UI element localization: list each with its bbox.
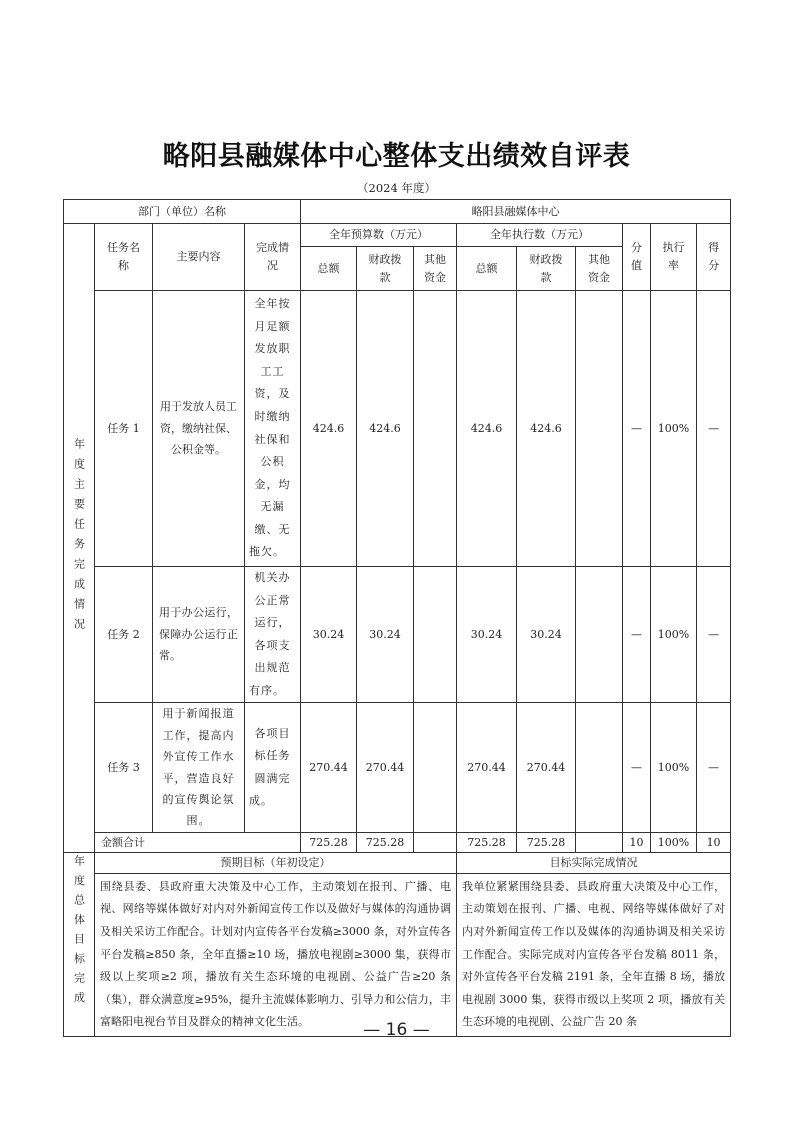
header-exec-group: 全年执行数（万元）	[457, 224, 623, 247]
dept-value: 略阳县融媒体中心	[301, 200, 731, 224]
total-row	[64, 832, 731, 852]
exec-fiscal: 270.44	[517, 703, 576, 833]
exec-other	[576, 291, 623, 567]
header-main-content: 主要内容	[153, 224, 245, 291]
header-exec-fiscal: 财政拨款	[517, 247, 576, 291]
performance-table	[63, 199, 731, 1037]
header-row-1	[64, 224, 731, 247]
budget-other	[414, 291, 457, 567]
task-row	[64, 567, 731, 703]
header-exec-other: 其他资金	[576, 247, 623, 291]
task-content: 用于办公运行，保障办公运行正常。	[153, 567, 245, 703]
score-value: —	[623, 703, 651, 833]
exec-fiscal: 30.24	[517, 567, 576, 703]
total-exec-total: 725.28	[457, 832, 517, 852]
total-label: 金额合计	[95, 832, 301, 852]
header-budget-fiscal: 财政拨款	[357, 247, 414, 291]
budget-fiscal: 270.44	[357, 703, 414, 833]
exec-rate: 100%	[651, 703, 697, 833]
task-completion: 各项目标任务圆满完成。	[245, 703, 301, 833]
exec-total: 424.6	[457, 291, 517, 567]
total-exec-fiscal: 725.28	[517, 832, 576, 852]
total-exec-other	[576, 832, 623, 852]
task-name: 任务 1	[95, 291, 153, 567]
score: —	[697, 703, 731, 833]
task-completion: 机关办公正常运行，各项支出规范有序。	[245, 567, 301, 703]
exec-rate: 100%	[651, 291, 697, 567]
task-row	[64, 703, 731, 833]
goals-expected-text: 围绕县委、县政府重大决策及中心工作，主动策划在报刊、广播、电视、网络等媒体做好对内对外新闻宣传工作以及做好与媒体的沟通协调及相关采访工作配合。计划对内宣传各平台发稿≥3000 条，对外宣传各平台发稿≥850 条，全年直播≥10 场，播放电视剧≥3000 集，获得市级以上奖项≥2 项，播放有关生态环境的电视剧、公益广告≥20 条（集），群众满意度≥95%，提升主流媒体影响力、引导力和公信力，丰富略阳电视台节目及群众的精神文化生活。	[95, 873, 457, 1036]
exec-other	[576, 703, 623, 833]
exec-total: 270.44	[457, 703, 517, 833]
goals-actual-text: 我单位紧紧围绕县委、县政府重大决策及中心工作，主动策划在报刊、广播、电视、网络等媒体做好了对内对外新闻宣传工作以及媒体的沟通协调及相关采访工作配合。实际完成对内宣传各平台发稿 8011 条，对外宣传各平台发稿 2191 条，全年直播 8 场，播放电视剧 3000 集，获得市级以上奖项 2 项，播放有关生态环境的电视剧、公益广告 20 条	[457, 873, 731, 1036]
header-score: 得分	[697, 224, 731, 291]
task-row	[64, 291, 731, 567]
exec-other	[576, 567, 623, 703]
budget-fiscal: 30.24	[357, 567, 414, 703]
page-title: 略阳县融媒体中心整体支出绩效自评表	[162, 141, 631, 172]
total-score: 10	[697, 832, 731, 852]
score-value: —	[623, 567, 651, 703]
exec-total: 30.24	[457, 567, 517, 703]
total-budget-fiscal: 725.28	[357, 832, 414, 852]
budget-total: 30.24	[301, 567, 357, 703]
task-completion: 全年按月足额发放职工工资，及时缴纳社保和公积金，均无漏缴、无拖欠。	[245, 291, 301, 567]
score: —	[697, 291, 731, 567]
goals-actual-header: 目标实际完成情况	[457, 852, 731, 873]
goals-expected-header: 预期目标（年初设定）	[95, 852, 457, 873]
task-content: 用于发放人员工资，缴纳社保、公积金等。	[153, 291, 245, 567]
task-content: 用于新闻报道工作，提高内外宣传工作水平，营造良好的宣传舆论氛围。	[153, 703, 245, 833]
budget-other	[414, 567, 457, 703]
total-score-value: 10	[623, 832, 651, 852]
exec-rate: 100%	[651, 567, 697, 703]
dept-label: 部门（单位）名称	[64, 200, 301, 224]
header-budget-other: 其他资金	[414, 247, 457, 291]
exec-fiscal: 424.6	[517, 291, 576, 567]
section-label-tasks: 年度主要任务完成情况	[64, 224, 95, 853]
budget-total: 424.6	[301, 291, 357, 567]
dept-row	[64, 200, 731, 224]
total-budget-other	[414, 832, 457, 852]
score-value: —	[623, 291, 651, 567]
task-name: 任务 2	[95, 567, 153, 703]
score: —	[697, 567, 731, 703]
header-completion: 完成情况	[245, 224, 301, 291]
total-exec-rate: 100%	[651, 832, 697, 852]
year-subtitle: （2024 年度）	[357, 181, 436, 195]
budget-fiscal: 424.6	[357, 291, 414, 567]
header-budget-total: 总额	[301, 247, 357, 291]
task-name: 任务 3	[95, 703, 153, 833]
budget-total: 270.44	[301, 703, 357, 833]
budget-other	[414, 703, 457, 833]
header-exec-total: 总额	[457, 247, 517, 291]
header-budget-group: 全年预算数（万元）	[301, 224, 457, 247]
total-budget-total: 725.28	[301, 832, 357, 852]
goals-header-row	[64, 852, 731, 873]
page-number: — 16 —	[363, 1020, 430, 1040]
header-exec-rate: 执行率	[651, 224, 697, 291]
goals-content-row	[64, 873, 731, 1036]
header-task-name: 任务名称	[95, 224, 153, 291]
header-score-value: 分值	[623, 224, 651, 291]
section-label-goals: 年度总体目标完成	[64, 852, 95, 1036]
